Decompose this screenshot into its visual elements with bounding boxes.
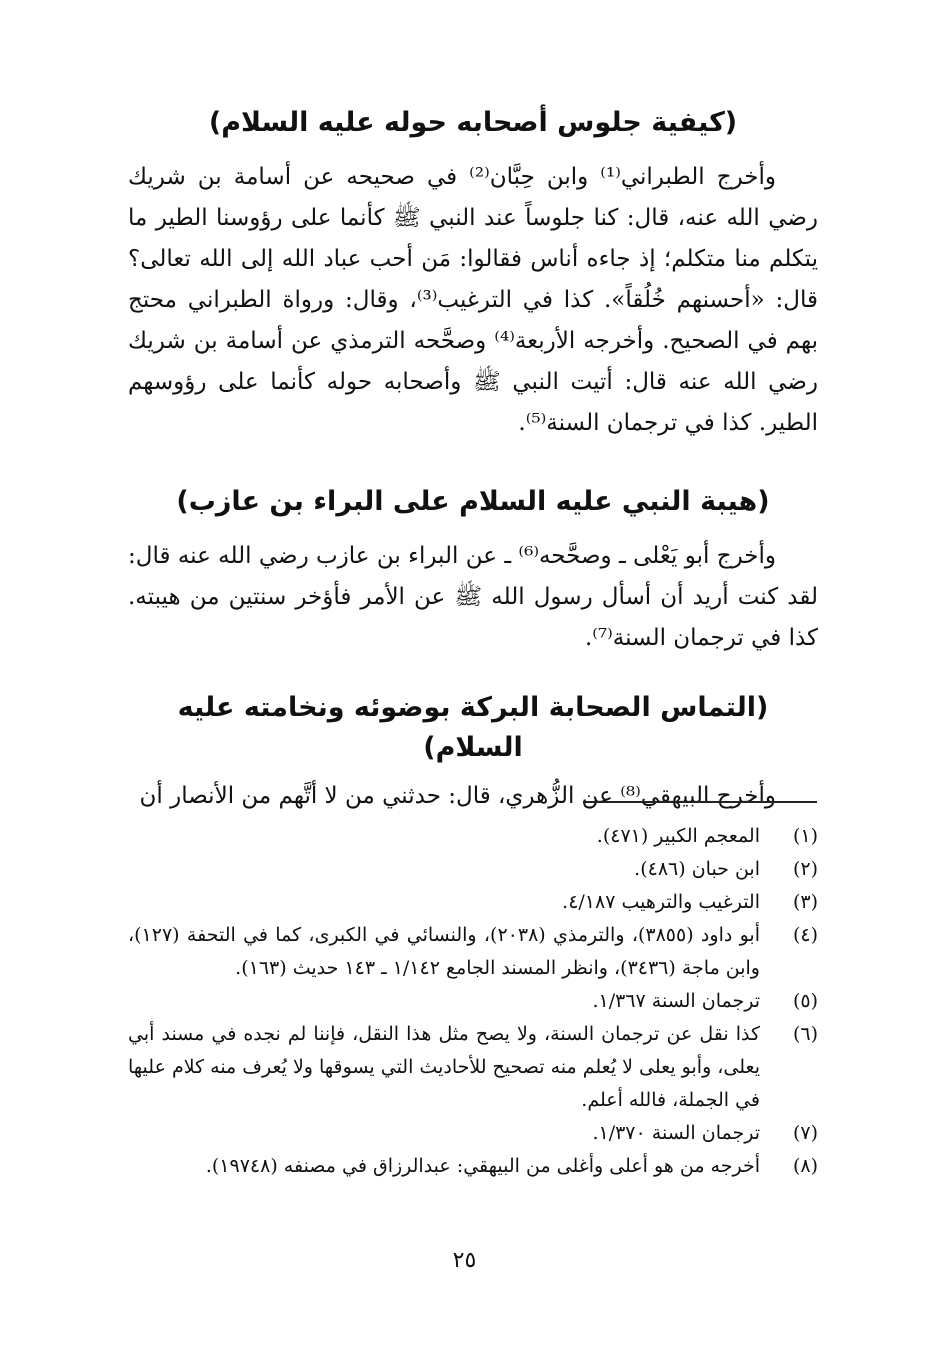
footnote-text: المعجم الكبير (٤٧١). [596, 825, 760, 847]
footnote-text: كذا نقل عن ترجمان السنة، ولا يصح مثل هذا النقل، فإننا لم نجده في مسند أبي يعلى، وأبو يعلى لا يُعلم منه تصحيح للأحاديث التي يسوقها ولا يُعرف منه كلام عليها في الجملة، فالله أعلم. [128, 1023, 760, 1111]
footnote-number: (١) [792, 825, 818, 847]
footnote-text: ترجمان السنة ١/٣٧٠. [592, 1122, 760, 1144]
footnote-number: (٧) [792, 1122, 818, 1144]
footnote-number: (٥) [792, 990, 818, 1012]
footnote [128, 985, 818, 1018]
section-heading: (كيفية جلوس أصحابه حوله عليه السلام) [208, 107, 738, 138]
page-number: ٢٥ [452, 1248, 477, 1273]
footnote [128, 820, 818, 853]
footnote-number: (٦) [792, 1023, 818, 1045]
footnotes [128, 820, 818, 1183]
section-paragraph: وأخرج الطبراني⁽¹⁾ وابن حِبَّان⁽²⁾ في صحيحه عن أسامة بن شريك رضي الله عنه، قال: كنا جلوساً عند النبي ﷺ كأنما على رؤوسنا الطير ما يتكلم منا متكلم؛ إذ جاءه أناس فقالوا: مَن أحب عباد الله إلى الله تعالى؟ قال: «أحسنهم خُلُقاً». كذا في الترغيب⁽³⁾، وقال: ورواة الطبراني محتج بهم في الصحيح. وأخرجه الأربعة⁽⁴⁾ وصحَّحه الترمذي عن أسامة بن شريك رضي الله عنه قال: أتيت النبي ﷺ وأصحابه حوله كأنما على رؤوسهم الطير. كذا في ترجمان السنة⁽⁵⁾. [128, 164, 818, 436]
footnote [128, 919, 818, 985]
footnote-text: الترغيب والترهيب ٤/١٨٧. [562, 891, 760, 913]
section-heading: (التماس الصحابة البركة بوضوئه ونخامته عليه السلام) [177, 692, 769, 763]
footnote [128, 886, 818, 919]
section-paragraph: وأخرج أبو يَعْلى ـ وصحَّحه⁽⁶⁾ ـ عن البراء بن عازب رضي الله عنه قال: لقد كنت أريد أن أسأل رسول الله ﷺ عن الأمر فأؤخر سنتين من هيبته. كذا في ترجمان السنة⁽⁷⁾. [128, 543, 818, 651]
section-1 [128, 103, 818, 444]
footnote-text: ابن حبان (٤٨٦). [634, 858, 760, 880]
section-3 [128, 688, 818, 817]
footnote-number: (٤) [792, 924, 818, 946]
footnote-text: ترجمان السنة ١/٣٦٧. [592, 990, 760, 1012]
footnote [128, 853, 818, 886]
footnote-number: (٣) [792, 891, 818, 913]
footnote [128, 1117, 818, 1150]
section-heading: (هيبة النبي عليه السلام على البراء بن عازب) [176, 486, 770, 517]
footnote [128, 1150, 818, 1183]
footnote-text: أخرجه من هو أعلى وأغلى من البيهقي: عبدالرزاق في مصنفه (١٩٧٤٨). [205, 1155, 760, 1177]
footnote-divider [583, 801, 817, 803]
footnote [128, 1018, 818, 1117]
section-2 [128, 482, 818, 659]
footnote-text: أبو داود (٣٨٥٥)، والترمذي (٢٠٣٨)، والنسائي في الكبرى، كما في التحفة (١٢٧)، وابن ماجة (٣٤٣٦)، وانظر المسند الجامع ١/١٤٢ ـ ١٤٣ حديث (١٦٣). [128, 924, 760, 979]
footnote-number: (٢) [792, 858, 818, 880]
section-paragraph: وأخرج البيهقي⁽⁸⁾ عن الزُّهري، قال: حدثني من لا أتَّهم من الأنصار أن [139, 783, 776, 809]
footnote-number: (٨) [792, 1155, 818, 1177]
